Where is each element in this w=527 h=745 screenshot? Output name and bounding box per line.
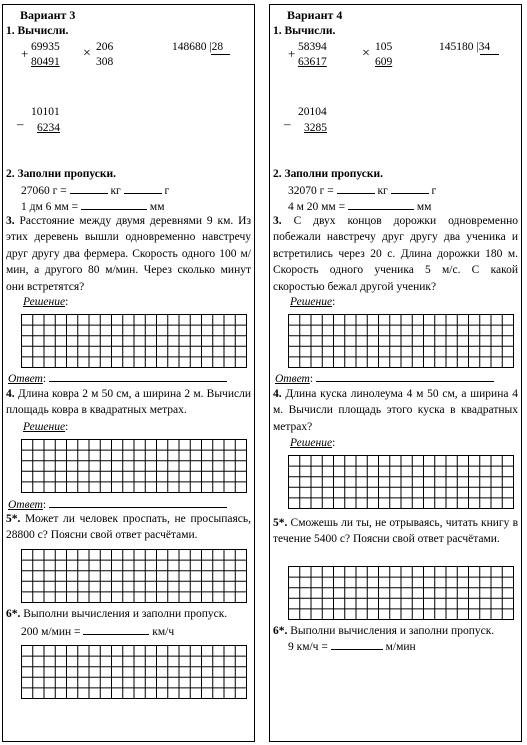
task6-line: 200 м/мин = км/ч	[21, 626, 175, 638]
task2-line1: 32070 г = кг г	[288, 185, 437, 197]
division-underline	[211, 54, 230, 55]
solution-label: Решение:	[23, 421, 69, 433]
blank-field	[348, 199, 414, 210]
answer-label: Ответ:	[275, 371, 494, 386]
task2-line1: 27060 г = кг г	[21, 185, 170, 197]
task2-line2: 1 дм 6 мм = мм	[21, 201, 165, 213]
mul-bottom-number: 609	[375, 56, 393, 68]
minus-sign: –	[17, 116, 24, 131]
task1-header: 1. Вычисли.	[273, 25, 336, 37]
task4-text: 4. Длина куска линолеума 4 м 50 см, а ширина 4 м. Вычисли площадь этого куска в квадратных метрах?	[273, 388, 518, 433]
add-top-number: 58394	[298, 41, 327, 53]
plus-sign: +	[21, 46, 29, 61]
blank-field	[81, 199, 147, 210]
task2-header: 2. Заполни пропуски.	[6, 168, 116, 180]
variant-4-panel	[269, 4, 522, 742]
mul-top-number: 105	[375, 41, 393, 53]
add-top-number: 69935	[31, 41, 60, 53]
task6-text: 6*. Выполни вычисления и заполни пропуск.	[273, 625, 495, 637]
task6-line: 9 км/ч = м/мин	[288, 641, 416, 653]
blank-field	[124, 183, 162, 194]
task3-text: 3. Расстояние между двумя деревнями 9 км. Из этих деревень вышли одновременно навстречу друг другу два фермера. Скорость одного 100 м/мин, а другого 80 м/мин. Через сколько минут они встретятся?	[6, 215, 251, 293]
task5-text: 5*. Сможешь ли ты, не отрываясь, читать книгу в течение 5400 с? Поясни свой ответ расчётами.	[273, 517, 518, 546]
add-bottom-number: 63617	[298, 56, 327, 68]
solution-label: Решение:	[290, 437, 336, 449]
answer-line	[49, 497, 227, 508]
division-underline	[480, 54, 499, 55]
plus-sign: +	[288, 46, 296, 61]
task6-text: 6*. Выполни вычисления и заполни пропуск.	[6, 608, 228, 620]
sub-top-number: 10101	[31, 106, 60, 118]
blank-field	[331, 639, 383, 650]
sub-bottom-number: 6234	[37, 122, 60, 134]
answer-line	[316, 371, 494, 382]
multiply-sign: ×	[83, 46, 91, 61]
answer-label: Ответ:	[8, 371, 227, 386]
division-expression: 145180 |34	[439, 41, 491, 53]
blank-field	[391, 183, 429, 194]
blank-field	[70, 183, 108, 194]
task3-text: 3. С двух концов дорожки одновременно побежали навстречу друг другу два ученика и встретились через 20 с. Длина дорожки 180 м. Скорость одного ученика 5 м/с. С какой скоростью бежал другой ученик?	[273, 215, 519, 293]
sub-bottom-number: 3285	[304, 122, 327, 134]
task2-line2: 4 м 20 мм = мм	[288, 201, 432, 213]
variant-title: Вариант 4	[287, 8, 343, 22]
answer-label: Ответ:	[8, 497, 227, 512]
add-bottom-number: 80491	[31, 56, 60, 68]
solution-label: Решение:	[290, 296, 336, 308]
minus-sign: –	[284, 116, 291, 131]
solution-grid	[288, 314, 514, 368]
task5-text: 5*. Может ли человек проспать, не просыпаясь, 28800 с? Поясни свой ответ расчётами.	[6, 513, 251, 542]
task1-header: 1. Вычисли.	[6, 25, 69, 37]
solution-label: Решение:	[23, 296, 69, 308]
sub-top-number: 20104	[298, 106, 327, 118]
variant-3-panel	[2, 4, 255, 742]
solution-grid	[21, 549, 247, 603]
blank-field	[83, 624, 149, 635]
multiply-sign: ×	[362, 46, 370, 61]
solution-grid	[288, 566, 514, 620]
solution-grid	[21, 314, 247, 368]
solution-grid	[21, 645, 247, 699]
blank-field	[337, 183, 375, 194]
answer-line	[49, 371, 227, 382]
solution-grid	[21, 439, 247, 493]
mul-bottom-number: 308	[96, 56, 114, 68]
variant-title: Вариант 3	[20, 8, 76, 22]
division-expression: 148680 |28	[172, 41, 224, 53]
solution-grid	[288, 455, 514, 509]
mul-top-number: 206	[96, 41, 114, 53]
task4-text: 4. Длина ковра 2 м 50 см, а ширина 2 м. Вычисли площадь ковра в квадратных метрах.	[6, 388, 251, 417]
task2-header: 2. Заполни пропуски.	[273, 168, 383, 180]
